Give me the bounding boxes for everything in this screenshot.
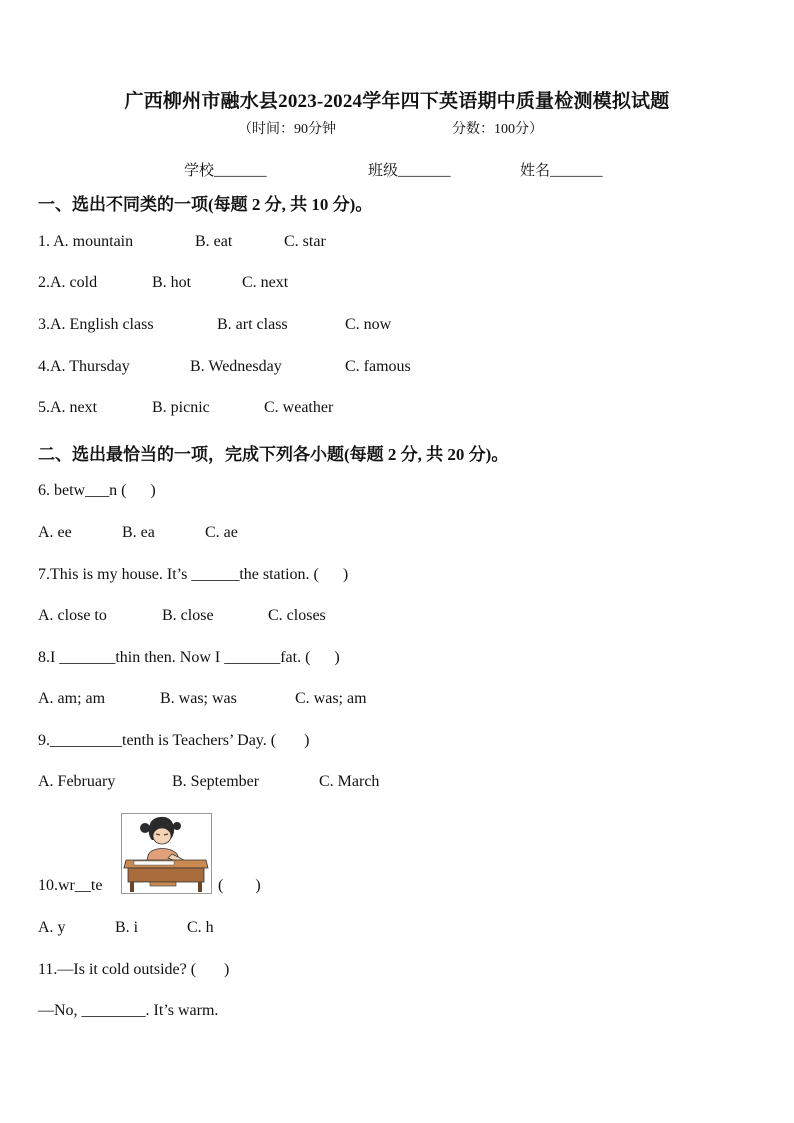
question-4-b: B. Wednesday	[190, 358, 282, 375]
question-6-options	[0, 524, 794, 546]
question-3-c: C. now	[345, 316, 392, 333]
question-7-stem: 7.This is my house. It’s ______the station. ( )	[38, 566, 349, 583]
question-8-c: C. was; am	[295, 690, 367, 707]
question-6-stem: 6. betw___n ( )	[38, 482, 156, 499]
question-4	[0, 358, 794, 380]
question-9-options	[0, 773, 794, 795]
question-3-b: B. art class	[217, 316, 288, 333]
question-1	[0, 233, 794, 255]
question-7-a: A. close to	[38, 607, 107, 624]
time-limit: （时间：90分钟	[238, 122, 336, 137]
question-4-c: C. famous	[345, 358, 411, 375]
question-6-b: B. ea	[122, 524, 155, 541]
question-2-b: B. hot	[152, 274, 192, 291]
class-field: 班级_______	[368, 163, 451, 179]
question-10-paren: ( )	[218, 877, 261, 894]
question-5-a: 5.A. next	[38, 399, 98, 416]
question-5	[0, 399, 794, 421]
question-1-c: C. star	[284, 233, 326, 250]
question-4-a: 4.A. Thursday	[38, 358, 130, 375]
question-3-a: 3.A. English class	[38, 316, 154, 333]
school-field: 学校_______	[184, 163, 267, 179]
name-field: 姓名_______	[520, 163, 603, 179]
question-2-a: 2.A. cold	[38, 274, 98, 291]
question-9-stem: 9._________tenth is Teachers’ Day. ( )	[38, 732, 310, 749]
question-5-b: B. picnic	[152, 399, 210, 416]
question-9-c: C. March	[319, 773, 380, 790]
question-8-options	[0, 690, 794, 712]
section-1-heading: 一、选出不同类的一项(每题 2 分, 共 10 分)。	[38, 195, 373, 214]
question-6-a: A. ee	[38, 524, 72, 541]
girl-writing-at-desk-icon	[121, 813, 212, 894]
question-5-c: C. weather	[264, 399, 334, 416]
question-1-a: 1. A. mountain	[38, 233, 134, 250]
question-10-c: C. h	[187, 919, 214, 936]
question-11-line-2: —No, ________. It’s warm.	[38, 1002, 219, 1019]
question-11-stem: 11.—Is it cold outside? ( )	[38, 961, 230, 978]
question-8-a: A. am; am	[38, 690, 106, 707]
question-2-c: C. next	[242, 274, 289, 291]
question-7-b: B. close	[162, 607, 214, 624]
question-6-c: C. ae	[205, 524, 238, 541]
question-8-b: B. was; was	[160, 690, 237, 707]
total-score: 分数：100分）	[452, 122, 543, 137]
question-3	[0, 316, 794, 338]
question-2	[0, 274, 794, 296]
question-9-b: B. September	[172, 773, 260, 790]
question-10-b: B. i	[115, 919, 139, 936]
question-8-stem: 8.I _______thin then. Now I _______fat. ( )	[38, 649, 340, 666]
question-7-c: C. closes	[268, 607, 326, 624]
page-title: 广西柳州市融水县2023-2024学年四下英语期中质量检测模拟试题	[124, 91, 670, 112]
question-7-options	[0, 607, 794, 629]
question-10-stem: 10.wr__te	[38, 877, 103, 894]
question-10-a: A. y	[38, 919, 66, 936]
girl-writing-drawing	[122, 814, 211, 893]
question-1-b: B. eat	[195, 233, 233, 250]
question-10-options	[0, 919, 794, 941]
section-2-heading: 二、选出最恰当的一项，完成下列各小题(每题 2 分, 共 20 分)。	[38, 445, 509, 464]
question-9-a: A. February	[38, 773, 116, 790]
